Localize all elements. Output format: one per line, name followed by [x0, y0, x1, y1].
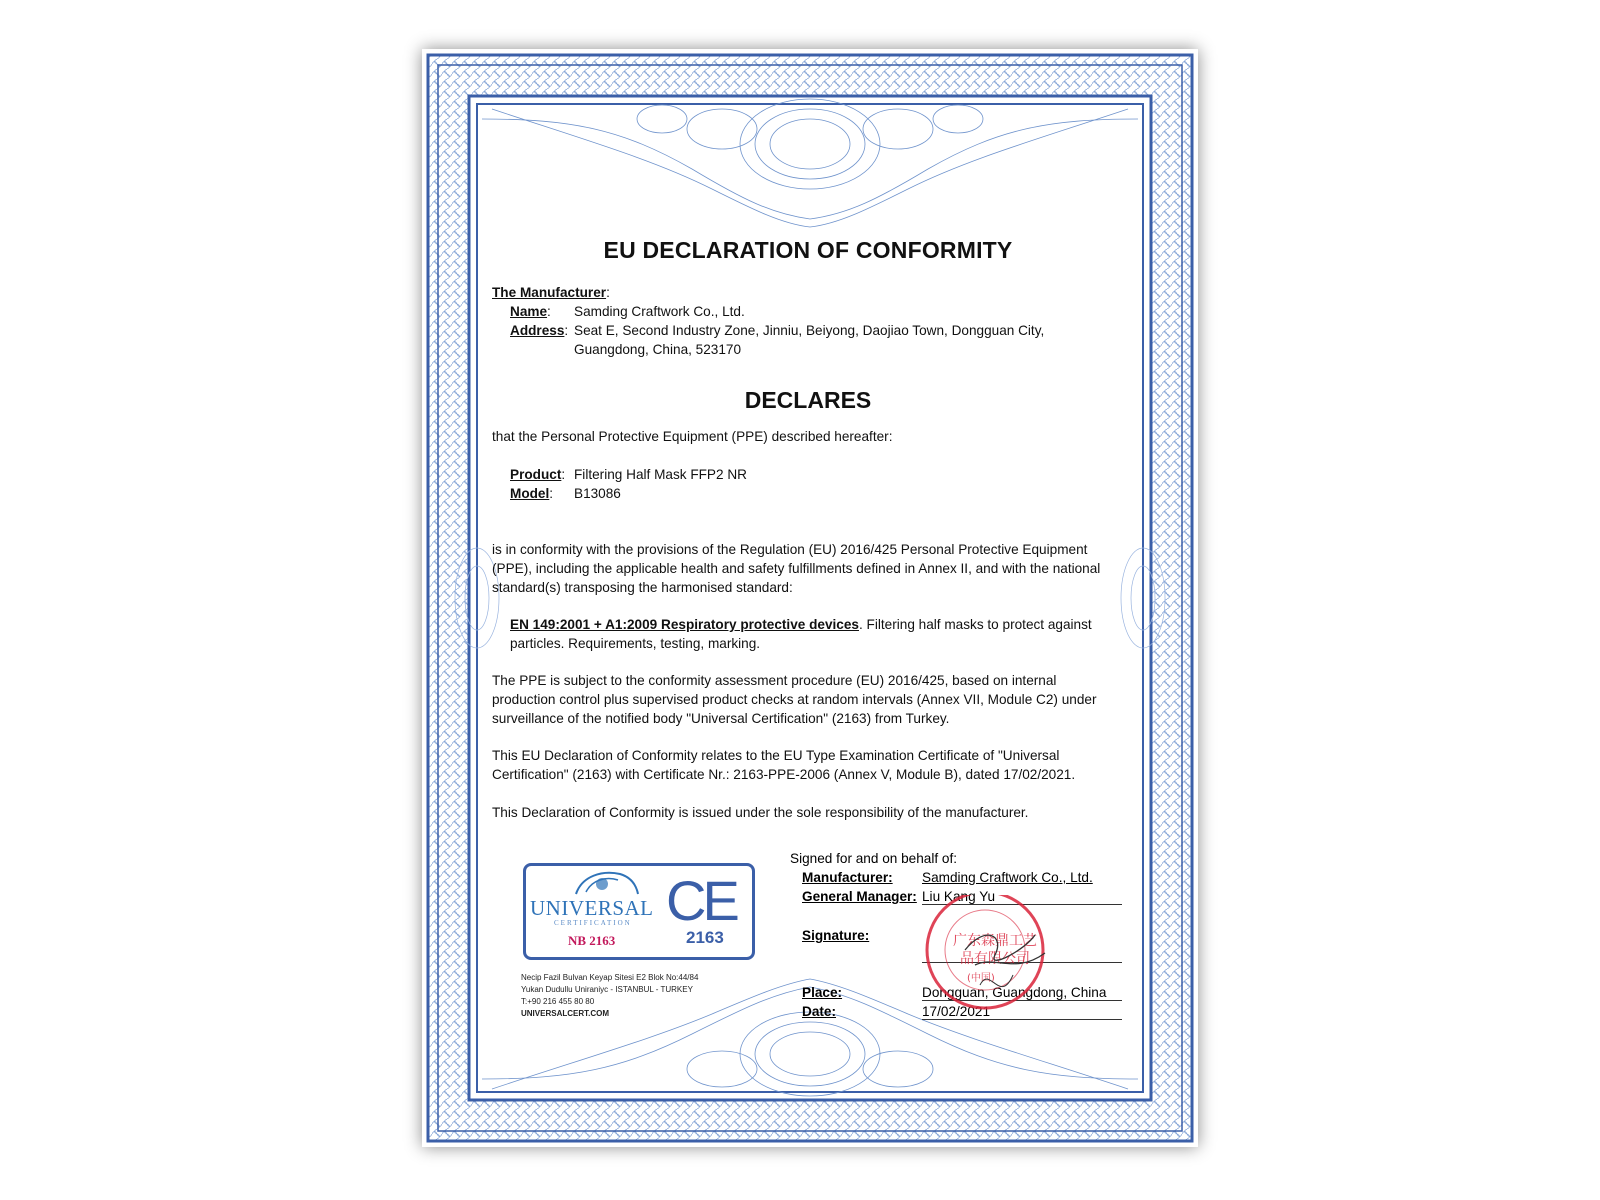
conformity-paragraph: is in conformity with the provisions of the Regulation (EU) 2016/425 Personal Protective Equipment (PPE), including the applicable health and safety fulfillments defined in Annex II, and with the national standard(s) transposing the harmonised standard: [492, 542, 1101, 595]
svg-text:广东森鼎工艺: 广东森鼎工艺 [953, 933, 1037, 949]
svg-text:(中国): (中国) [967, 973, 995, 984]
certificate-paragraph: This EU Declaration of Conformity relates to the EU Type Examination Certificate of "Universal Certification" (2163) with Certificate Nr.: 2163-PPE-2006 (Annex V, Module B), dated 17/02/2021. [492, 748, 1076, 782]
nb-website: UNIVERSALCERT.COM [521, 1009, 610, 1018]
intro-text: that the Personal Protective Equipment (PPE) described hereafter: [492, 429, 893, 444]
logo-wordmark: UNIVERSAL [530, 896, 654, 920]
notified-body-number: NB 2163 [568, 933, 616, 948]
logo-subtitle: CERTIFICATION [554, 919, 632, 927]
general-manager-value: Liu Kang Yu [922, 889, 996, 904]
procedure-paragraph: The PPE is subject to the conformity assessment procedure (EU) 2016/425, based on internal production control plus supervised product checks at random intervals (Annex VII, Module C2) under surveillance of the notified body "Universal Certification" (2163) from Turkey. [492, 673, 1097, 726]
model-line: Model: B13086 [510, 486, 621, 501]
ce-number: 2163 [686, 928, 724, 947]
globe-icon [572, 870, 642, 896]
document-title: EU DECLARATION OF CONFORMITY [603, 237, 1013, 263]
standard-paragraph [510, 615, 1112, 653]
manufacturer-value: Samding Craftwork Co., Ltd. [922, 870, 1093, 885]
date-value: 17/02/2021 [922, 1004, 991, 1019]
product-line: Product: Filtering Half Mask FFP2 NR [510, 467, 747, 482]
nb-address-line1: Necip Fazil Bulvan Keyap Sitesi E2 Blok No:44/84 [521, 973, 699, 982]
name-line: Name: Samding Craftwork Co., Ltd. [510, 304, 745, 319]
name-label: Name [510, 304, 548, 319]
nb-address-line2: Yukan Dudullu Uniraniyc - ISTANBUL - TURKEY [521, 985, 693, 994]
place-value: Dongguan, Guangdong, China [922, 985, 1107, 1000]
signed-for-text: Signed for and on behalf of: [790, 851, 958, 866]
signature-label: Signature: [802, 928, 870, 943]
nb-phone: T:+90 216 455 80 80 [521, 997, 595, 1006]
standard-description: . Filtering half masks to protect against particles. Requirements, testing, marking. [510, 617, 1092, 651]
address-value-1: Seat E, Second Industry Zone, Jinniu, Beiyong, Daojiao Town, Dongguan City, [574, 323, 1045, 338]
product-value: Filtering Half Mask FFP2 NR [574, 467, 747, 482]
declares-heading: DECLARES [744, 387, 872, 413]
product-label: Product [510, 467, 562, 482]
manufacturer-label: Manufacturer: [802, 870, 893, 885]
address-label: Address [510, 323, 565, 338]
address-value-2: Guangdong, China, 523170 [574, 342, 742, 357]
standard-name: EN 149:2001 + A1:2009 Respiratory protective devices [510, 617, 859, 632]
general-manager-label: General Manager: [802, 889, 917, 904]
ce-mark: CE [666, 869, 736, 932]
date-label: Date: [802, 1004, 836, 1019]
place-label: Place: [802, 985, 843, 1000]
model-label: Model [510, 486, 550, 501]
name-value: Samding Craftwork Co., Ltd. [574, 304, 745, 319]
responsibility-paragraph: This Declaration of Conformity is issued under the sole responsibility of the manufacturer. [492, 805, 1029, 820]
universal-certification-logo [523, 863, 755, 960]
model-value: B13086 [574, 486, 621, 501]
svg-text:品有限公司: 品有限公司 [960, 951, 1030, 967]
manufacturer-heading-line: The Manufacturer: [492, 285, 610, 300]
manufacturer-heading: The Manufacturer [492, 285, 607, 300]
address-line: Address: Seat E, Second Industry Zone, Jinniu, Beiyong, Daojiao Town, Dongguan City, [510, 323, 1045, 338]
company-seal-stamp [905, 895, 1055, 1040]
